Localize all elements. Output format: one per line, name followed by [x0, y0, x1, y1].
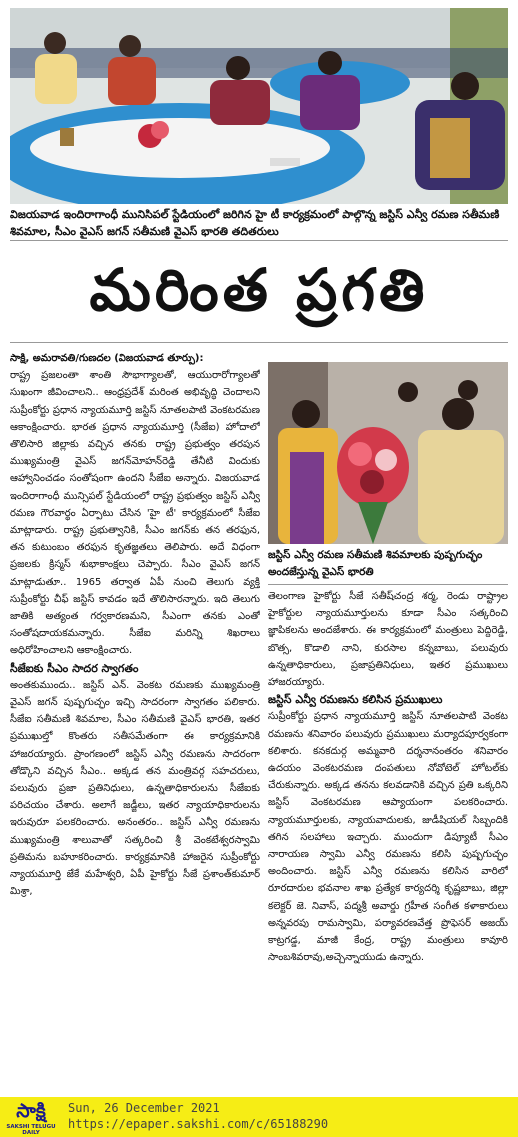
- divider: [10, 342, 508, 343]
- left-column: [10, 350, 260, 1095]
- publication-date: Sun, 26 December 2021: [68, 1101, 220, 1115]
- bouquet-photo-icon: [268, 362, 508, 544]
- top-photo-caption: విజయవాడ ఇందిరాగాంధీ మునిసిపల్ స్టేడియంలో జరిగిన హై టీ కార్యక్రమంలో పాల్గొన్న జస్టిస్ ఎన్వీ రమణ సతీమణి శివమాల, సీఎం వైఎస్ జగన్ సతీమణి వైఎస్ భారతి తదితరులు: [10, 208, 500, 238]
- article-paragraph: తెలంగాణ హైకోర్టు సీజే సతీష్‌చంద్ర శర్మ, రెండు రాష్ట్రాల హైకోర్టుల న్యాయమూర్తులను కూడా సీఎం సత్కరించి జ్ఞాపికలను అందజేశారు. ఈ కార్యక్రమంలో మంత్రులు పెద్దిరెడ్డి, బొత్స, కొడాలి నాని, కురసాల కన్నబాబు, పలువురు ఉన్నతాధికారులు, ప్రజాప్రతినిధులు, ఇతర ప్రముఖులు హాజరయ్యారు.: [268, 591, 508, 689]
- epaper-link[interactable]: https://epaper.sakshi.com/c/65188290: [68, 1117, 329, 1131]
- article-paragraph: అంతకుముందు.. జస్టిస్ ఎన్. వెంకట రమణకు ముఖ్యమంత్రి వైఎస్ జగన్ పుష్పగుచ్ఛం ఇచ్చి సాదరంగా స్వాగతం పలికారు. సీజేఐ సతీమణి శివమాల, సీఎం సతీమణి వైఎస్ భారతి, ఇతర ప్రముఖుల్తో కొంతరు సతీసమేతంగా ఈ కార్యక్రమానికి హాజరయ్యారు. ప్రాంగణంలో జస్టిస్ ఎన్వీ రమణను సాదరంగా తోడ్కొని వచ్చిన సీఎం.. అక్కడ తన మంత్రివర్గ సహచరులు, పలువురు ప్రజా ప్రతినిధులు, ఉన్నతాధికారులను సీజేఐకు పరిచయం చేశారు. అలాగే జడ్జీలు, ఇతర న్యాయాధికారులను ఇరువురూ పలకరించారు. అనంతరం.. జస్టిస్ ఎన్వీ రమణను ముఖ్యమంత్రి శాలువాతో సత్కరించి శ్రీ వెంకటేశ్వరస్వామి ప్రతిమను బహూకరించారు. కార్యక్రమానికి హాజరైన సుప్రీంకోర్టు న్యాయమూర్తి జేకే మహేశ్వరి, ఏపీ హైకోర్టు సీజే ప్రశాంత్‌కుమార్ మిశ్రా,: [10, 679, 260, 898]
- sakshi-logo: [2, 1099, 60, 1135]
- dateline: సాక్షి, అమరావతి/గుణదల (విజయవాడ తూర్పు):: [10, 353, 204, 364]
- right-column: [268, 588, 508, 1095]
- right-photo-caption: జస్టిస్ ఎన్వీ రమణ సతీమణి శివమాలకు పుష్పగుచ్ఛం అందజేస్తున్న వైఎస్ భారతి: [268, 549, 483, 578]
- footer-bar: [0, 1097, 518, 1137]
- headline: మరింత ప్రగతి: [89, 256, 429, 324]
- top-photo: [10, 8, 508, 204]
- article-paragraph: రాష్ట్ర ప్రజలంతా శాంతి సౌభాగ్యాలతో, ఆయురారోగ్యాలతో సుఖంగా జీవించాలని.. ఆంధ్రప్రదేశ్ మరింత అభివృద్ధి చెందాలని సుప్రీంకోర్టు ప్రధాన న్యాయమూర్తి జస్టిస్ నూతలపాటి వెంకటరమణ ఆకాంక్షించారు. భారత ప్రధాన న్యాయమూర్తి (సీజేఐ) హోదాలో తొలిసారి జిల్లాకు వచ్చిన తనకు రాష్ట్ర ప్రభుత్వం తరపున ముఖ్యమంత్రి వైఎస్ జగన్‌మోహన్‌రెడ్డి తేనీటి విందుకు ఆహ్వానించడం సంతోషంగా ఉందని సీజేఐ అన్నారు. విజయవాడ ఇందిరాగాంధీ మున్సిపల్ స్టేడియంలో రాష్ట్ర ప్రభుత్వం జస్టిస్ ఎన్వీ రమణ గౌరవార్థం ఏర్పాటు చేసిన 'హై టీ' కార్యక్రమంలో సీజేఐ మాట్లాడారు. రాష్ట్ర ప్రభుత్వానికి, సీఎం జగన్‌కు తన తరఫున, తన కుటుంబం తరఫున కృతజ్ఞతలు తెలిపారు. అదే విధంగా ప్రజలకు క్రిస్మస్ శుభాకాంక్షలు చెప్పారు. సీఎం వైఎస్ జగన్ మాట్లాడుతూ.. 1965 తర్వాత ఏపీ నుంచి తెలుగు వ్యక్తి సుప్రీంకోర్టు చీఫ్ జస్టిస్ కావడం ఇదే తొలిసారన్నారు. ఇది తెలుగు జాతికి అత్యంత గర్వకారణమని, సీఎంగా తనకు ఎంతో సంతోషదాయకమన్నారు. సీజేఐ మరిన్ని శిఖరాలు అధిరోహించాలని ఆకాంక్షించారు.: [10, 370, 260, 657]
- article-paragraph: సుప్రీంకోర్టు ప్రధాన న్యాయమూర్తి జస్టిస్ నూతలపాటి వెంకట రమణను శనివారం పలువురు ప్రముఖులు మర్యాదపూర్వకంగా కలిశారు. కనకదుర్గ అమ్మవారి దర్శనానంతరం శనివారం ఉదయం వెంకటరమణ దంపతులు నోవోటెల్ హోటల్‌కు చేరుకున్నారు. అక్కడ తనను కలవడానికి వచ్చిన ప్రతి ఒక్కరిని జస్టిస్ వెంకటరమణ ఆప్యాయంగా పలకరించారు. న్యాయమూర్తులకు, న్యాయవాదులకు, జుడీషియల్ సిబ్బందికి తగిన సలహాలు ఇచ్చారు. ముందుగా డిప్యూటీ సీఎం నారాయణ స్వామి ఎన్వీ రమణను కలిసి పుష్పగుచ్ఛం అందించారు. జస్టిస్ ఎన్వీ రమణను కలిసిన వారిలో రూరదారుల భవనాల శాఖ ప్రత్యేక కార్యదర్శి కృష్ణబాబు, జిల్లా కలెక్టర్ జె. నివాస్, పద్మశ్రీ అవార్డు గ్రహీత సంగీత కళాకారులు అన్నవరపు రామస్వామి, పర్యావరణవేత్త ప్రొఫెసర్ అజయ్ కాట్రగడ్డ, మాజీ కేంద్ర, రాష్ట్ర మంత్రులు కావూరి సాంబశివరావు,అచ్చెన్నాయుడు ఉన్నారు.: [268, 711, 508, 964]
- divider: [268, 584, 508, 585]
- logo-text: సాక్షి: [16, 1100, 46, 1122]
- logo-subtext: SAKSHI TELUGU DAILY: [6, 1124, 56, 1136]
- right-photo: [268, 362, 508, 544]
- event-photo-icon: [10, 8, 508, 204]
- subheading: సీజేఐకు సీఎం సాదర స్వాగతం: [10, 661, 139, 675]
- subheading: జస్టిస్ ఎన్వీ రమణను కలిసిన ప్రముఖులు: [268, 693, 443, 707]
